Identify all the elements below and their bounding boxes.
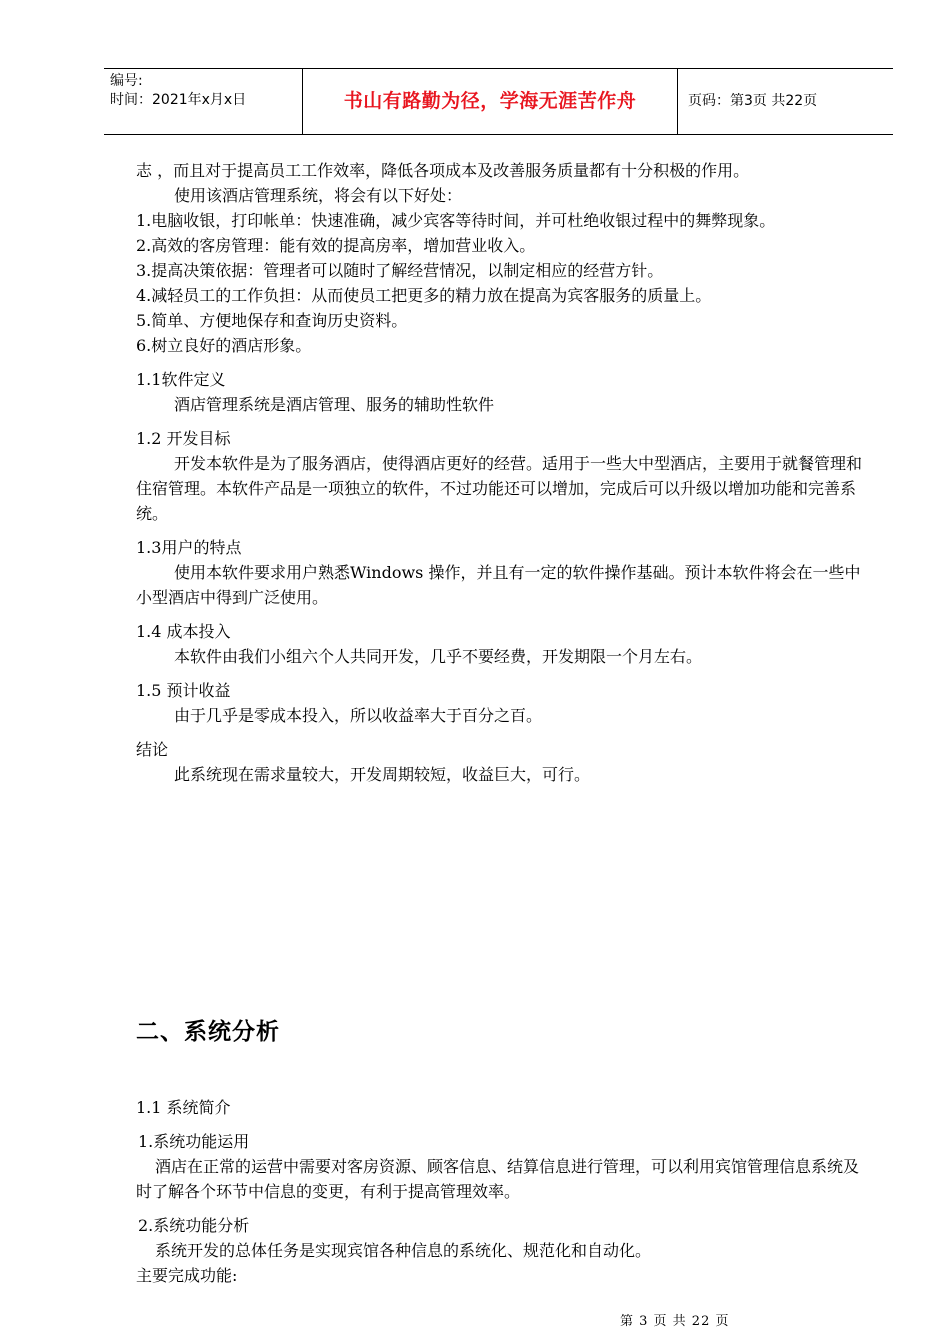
section-text: 使用本软件要求用户熟悉Windows 操作，并且有一定的软件操作基础。预计本软件将会在一些中小型酒店中得到广泛使用。: [136, 563, 861, 607]
conclusion-text: 此系统现在需求量较大，开发周期较短，收益巨大，可行。: [174, 765, 591, 784]
list-item: 3.提高决策依据：管理者可以随时了解经营情况，以制定相应的经营方针。: [136, 261, 664, 280]
header-meta: [104, 69, 303, 134]
header-page-label: 页码：第3页 共22页: [688, 93, 818, 109]
section-heading: 1.1软件定义: [136, 370, 226, 389]
section-text: 酒店管理系统是酒店管理、服务的辅助性软件: [174, 395, 495, 414]
section-heading: 1.4 成本投入: [136, 622, 231, 641]
chapter-body: [136, 1095, 866, 1288]
section-text: 本软件由我们小组六个人共同开发，几乎不要经费，开发期限一个月左右。: [174, 647, 703, 666]
subsection-text: 酒店在正常的运营中需要对客房资源、顾客信息、结算信息进行管理，可以利用宾馆管理信息系统及时了解各个环节中信息的变更，有利于提高管理效率。: [136, 1157, 860, 1201]
list-item: 6.树立良好的酒店形象。: [136, 336, 312, 355]
section-heading: 1.1 系统简介: [136, 1098, 231, 1117]
section-text: 开发本软件是为了服务酒店，使得酒店更好的经营。适用于一些大中型酒店，主要用于就餐管理和住宿管理。本软件产品是一项独立的软件，不过功能还可以增加，完成后可以升级以增加功能和完善系统。: [136, 454, 863, 523]
header-motto-cell: [303, 69, 678, 134]
time-label: 时间：2021年x月x日: [110, 92, 247, 108]
section-text: 由于几乎是零成本投入，所以收益率大于百分之百。: [174, 706, 543, 725]
list-item: 5.简单、方便地保存和查询历史资料。: [136, 311, 408, 330]
document-body: [136, 158, 866, 787]
section-heading: 1.5 预计收益: [136, 681, 231, 700]
subsection-heading: 2.系统功能分析: [138, 1216, 250, 1235]
section-heading: 1.3用户的特点: [136, 538, 242, 557]
motto: 书山有路勤为径，学海无涯苦作舟: [343, 90, 637, 112]
subsection-text: 系统开发的总体任务是实现宾馆各种信息的系统化、规范化和自动化。: [155, 1241, 652, 1260]
paragraph-benefits-intro: 使用该酒店管理系统，将会有以下好处：: [174, 186, 463, 205]
paragraph-intro: 志 ，而且对于提高员工工作效率，降低各项成本及改善服务质量都有十分积极的作用。: [136, 161, 750, 180]
list-item: 1.电脑收银，打印帐单：快速准确，减少宾客等待时间，并可杜绝收银过程中的舞弊现象。: [136, 211, 776, 230]
list-item: 4.减轻员工的工作负担：从而使员工把更多的精力放在提高为宾客服务的质量上。: [136, 286, 712, 305]
serial-label: 编号:: [110, 73, 143, 89]
page-footer: 第 3 页 共 22 页: [620, 1314, 730, 1329]
conclusion-heading: 结论: [136, 740, 169, 759]
subsection-heading: 1.系统功能运用: [138, 1132, 250, 1151]
chapter-title: 二、系统分析: [136, 1019, 280, 1045]
list-item: 2.高效的客房管理：能有效的提高房率，增加营业收入。: [136, 236, 536, 255]
page-header: [104, 68, 893, 135]
section-heading: 1.2 开发目标: [136, 429, 231, 448]
main-functions-label: 主要完成功能:: [136, 1266, 238, 1285]
